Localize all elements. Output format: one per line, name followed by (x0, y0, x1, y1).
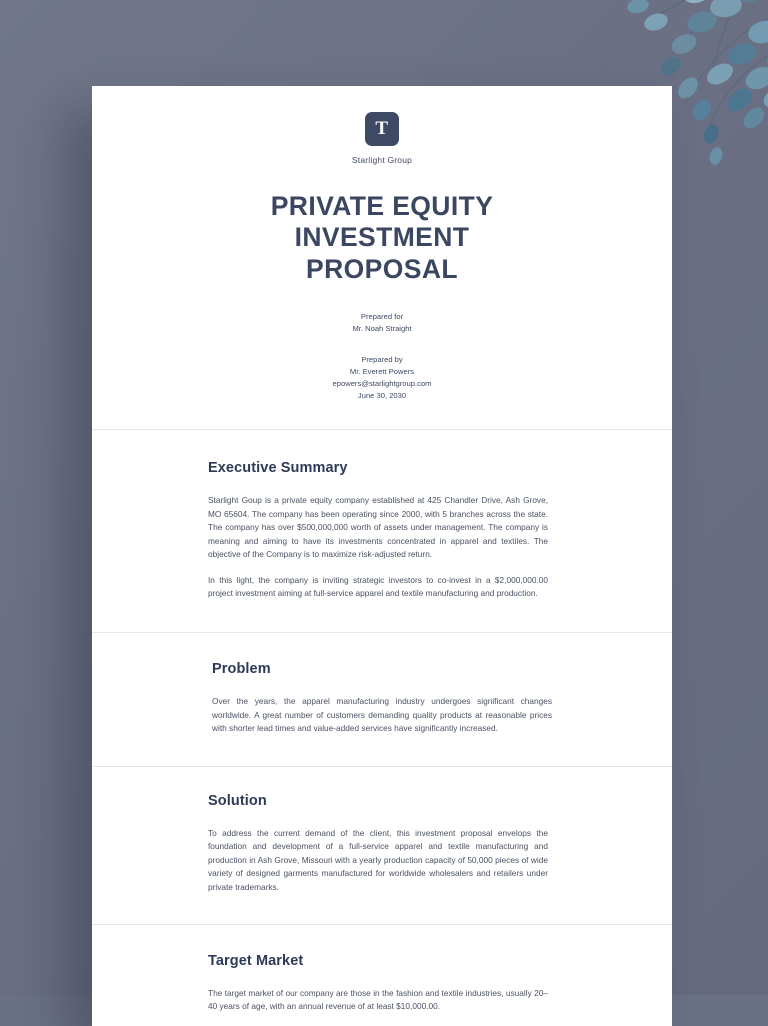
prepared-for-block (92, 311, 672, 335)
section-paragraph: Starlight Goup is a private equity company established at 425 Chandler Drive, Ash Grove, MO 65604. The company has been operating since 2000, with 5 branches across the state. The company has over $500,000,000 worth of assets under management. The company is meaning and aiming to have its investments concentrated in apparel and textiles. The objective of the Company is to maximize risk-adjusted return. (208, 495, 548, 560)
prepared-by-date: June 30, 2030 (357, 390, 407, 400)
section-executive-summary (92, 430, 672, 632)
section-paragraph: Over the years, the apparel manufacturing industry undergoes significant changes worldwide. A great number of customers demanding quality products at reasonable prices with shorter lead times and value-added services have significantly increased. (212, 696, 552, 734)
prepared-by-label: Prepared by (361, 355, 403, 365)
logo-letter: T (375, 118, 389, 139)
company-name: Starlight Group (351, 155, 413, 165)
section-paragraph: In this light, the company is inviting strategic investors to co-invest in a $2,000,000.00 project investment aiming at full-service apparel and textile manufacturing and production. (208, 574, 548, 599)
section-heading-target-market: Target Market (208, 952, 304, 969)
prepared-by-email[interactable]: epowers@starlightgroup.com (332, 378, 432, 388)
section-target-market (92, 925, 672, 1026)
prepared-for-label: Prepared for (360, 311, 404, 321)
section-heading-problem: Problem (212, 661, 271, 678)
prepared-by-block (92, 354, 672, 401)
page-title: PRIVATE EQUITY INVESTMENT PROPOSAL (270, 191, 494, 284)
section-paragraph: To address the current demand of the client, this investment proposal envelops the foundation and development of a full-service apparel and textile manufacturing and production in Ash Grove, Missouri with a yearly production capacity of 50,000 pieces of wide variety of designed garments manufactured for worldwide wholesalers and retailers under private trademarks. (208, 827, 548, 892)
section-problem (92, 633, 672, 765)
section-heading-executive-summary: Executive Summary (208, 460, 348, 477)
section-solution (92, 767, 672, 924)
section-heading-solution: Solution (208, 792, 267, 809)
section-paragraph: The target market of our company are those in the fashion and textile industries, usually 20–40 years of age, with an annual revenue of at least $10,000.00. (208, 987, 548, 1012)
prepared-for-name: Mr. Noah Straight (352, 323, 412, 333)
cover-block (92, 86, 672, 429)
prepared-by-name: Mr. Everett Powers (349, 367, 415, 377)
company-logo-icon (365, 112, 399, 146)
document-page (92, 86, 672, 1026)
